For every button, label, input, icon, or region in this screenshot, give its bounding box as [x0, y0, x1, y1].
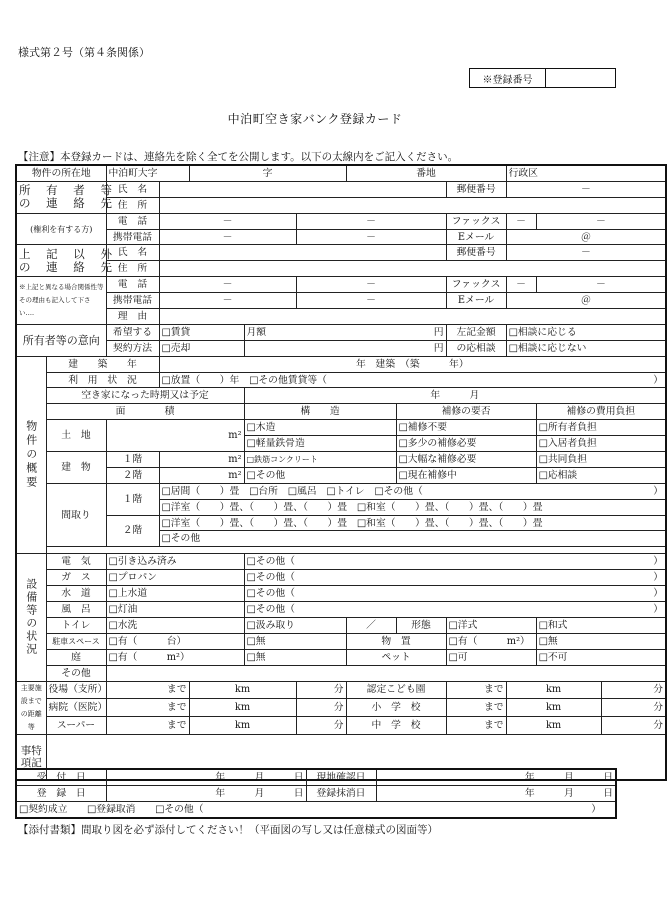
deletion-date-label: 登録抹消日 — [306, 785, 376, 801]
registration-form-table — [15, 164, 667, 781]
garden-no[interactable]: □無 — [244, 649, 346, 665]
property-vacant-label: 空き家になった時期又は予定 — [46, 388, 244, 404]
other-postal-label: 郵便番号 — [446, 245, 506, 261]
structure-other[interactable]: □その他 — [244, 467, 396, 483]
dist-office-min[interactable]: 分 — [296, 681, 346, 699]
owner-email-field[interactable]: ＠ — [506, 229, 666, 245]
dist-elem-min[interactable]: 分 — [601, 699, 666, 717]
other-tel-label: 電 話 — [106, 277, 159, 293]
other-contact-label: 上 記 以 外 の 連 絡 先 — [16, 245, 106, 277]
other-reason-label: 理 由 — [106, 309, 159, 325]
property-spacer — [46, 547, 666, 554]
other-postal-field[interactable]: － — [506, 245, 666, 261]
intent-rent-checkbox[interactable]: □賃貸 — [159, 324, 244, 340]
layout-floor2-label: ２階 — [106, 515, 159, 547]
other-fax-1[interactable]: － — [506, 277, 536, 293]
parking-no[interactable]: □無 — [244, 633, 346, 649]
dist-super-km[interactable]: km — [189, 716, 296, 734]
elec-connected[interactable]: □引き込み済み — [106, 554, 244, 570]
other-note: ※上記と異なる場合関係性等その理由も記入して下さい…. — [16, 277, 106, 325]
property-label: 物件の概要 — [16, 356, 46, 554]
owner-tel-2[interactable]: － — [296, 213, 446, 229]
repair-in-progress[interactable]: □現在補修中 — [396, 467, 536, 483]
garden-yes[interactable]: □有（ m²） — [106, 649, 244, 665]
structure-header: 構 造 — [244, 404, 396, 420]
location-district[interactable]: 行政区 — [506, 165, 666, 181]
other-tel-1[interactable]: － — [159, 277, 296, 293]
registered-date-field[interactable]: 年 月 日 — [106, 785, 306, 801]
other-email-field[interactable]: ＠ — [506, 293, 666, 309]
toilet-slash: ／ — [346, 617, 396, 633]
building-label: 建 物 — [46, 452, 106, 484]
building-floor2-area[interactable]: m² — [159, 467, 244, 483]
building-floor2-label: ２階 — [106, 467, 159, 483]
owner-name-field[interactable] — [159, 181, 446, 197]
repair-major[interactable]: □大幅な補修必要 — [396, 452, 536, 468]
gas-propane[interactable]: □プロパン — [106, 570, 244, 586]
repair-cost-header: 補修の費用負担 — [536, 404, 666, 420]
water-label: 水 道 — [46, 586, 106, 602]
owner-fax-2[interactable]: － — [536, 213, 666, 229]
owner-postal-label: 郵便番号 — [446, 181, 506, 197]
dist-elem-made: まで — [446, 699, 506, 717]
equip-etc-field[interactable] — [106, 665, 666, 681]
gas-other[interactable]: □その他（ ） — [244, 570, 666, 586]
page-title: 中泊町空き家バンク登録カード — [227, 112, 403, 126]
status-field[interactable]: □契約成立 □登録取消 □その他（ ） — [16, 801, 616, 817]
special-notes-label: 事特項記 — [16, 734, 46, 780]
structure-light-steel[interactable]: □軽量鉄骨造 — [244, 436, 396, 452]
registered-date-label: 登 録 日 — [16, 785, 106, 801]
location-label: 物件の所在地 — [16, 165, 106, 181]
area-header: 面 積 — [46, 404, 244, 420]
owner-mobile-2[interactable]: － — [296, 229, 446, 245]
dist-super-label: スーパー — [46, 716, 106, 734]
toilet-japanese[interactable]: □和式 — [536, 617, 666, 633]
dist-elem-label: 小 学 校 — [346, 699, 446, 717]
owner-mobile-1[interactable]: － — [159, 229, 296, 245]
cost-owner[interactable]: □所有者負担 — [536, 420, 666, 436]
layout-label: 間取り — [46, 483, 106, 547]
dist-kids-min[interactable]: 分 — [601, 681, 666, 699]
location-aza[interactable]: 字 — [189, 165, 346, 181]
dist-junior-min[interactable]: 分 — [601, 716, 666, 734]
registration-number-label: ※登録番号 — [470, 69, 546, 87]
other-name-field[interactable] — [159, 245, 446, 261]
dist-kids-made: まで — [446, 681, 506, 699]
location-row — [16, 165, 666, 181]
garden-label: 庭 — [46, 649, 106, 665]
other-address-field[interactable] — [159, 261, 666, 277]
other-reason-field[interactable] — [159, 309, 666, 325]
storage-label: 物 置 — [346, 633, 446, 649]
layout-floor1-label: １階 — [106, 483, 159, 515]
dist-hospital-label: 病院（医院） — [46, 699, 106, 717]
intent-sell-checkbox[interactable]: □売却 — [159, 340, 244, 356]
parking-yes[interactable]: □有（ 台） — [106, 633, 244, 649]
intent-amount-label-1: 左記金額 — [446, 324, 506, 340]
building-floor1-label: １階 — [106, 452, 159, 468]
distance-label: 主要施設までの距離等 — [16, 681, 46, 734]
intent-method-label: 契約方法 — [106, 340, 159, 356]
other-mobile-1[interactable]: － — [159, 293, 296, 309]
repair-header: 補修の要否 — [396, 404, 536, 420]
dist-kids-label: 認定こども園 — [346, 681, 446, 699]
toilet-western[interactable]: □洋式 — [446, 617, 536, 633]
location-banchi[interactable]: 番地 — [346, 165, 506, 181]
other-fax-2[interactable]: － — [536, 277, 666, 293]
admin-table — [15, 768, 617, 819]
other-tel-2[interactable]: － — [296, 277, 446, 293]
intent-sell-field[interactable]: 円 — [244, 340, 446, 356]
owner-tel-1[interactable]: － — [159, 213, 296, 229]
structure-rc[interactable]: □鉄筋コンクリート — [244, 452, 396, 468]
dist-junior-label: 中 学 校 — [346, 716, 446, 734]
structure-wood[interactable]: □木造 — [244, 420, 396, 436]
property-built-label: 建 築 年 — [46, 356, 159, 372]
registration-number-field[interactable] — [546, 69, 615, 87]
storage-yes[interactable]: □有（ m²） — [446, 633, 536, 649]
equip-etc-label: その他 — [46, 665, 106, 681]
dist-super-made: まで — [106, 716, 189, 734]
received-date-label: 受 付 日 — [16, 769, 106, 785]
deletion-date-field[interactable]: 年 月 日 — [376, 785, 616, 801]
layout-floor2-line1[interactable]: □洋室（ ）畳、（ ）畳、（ ）畳 □和室（ ）畳、（ ）畳、（ ）畳 — [159, 515, 666, 531]
water-other[interactable]: □その他（ ） — [244, 586, 666, 602]
bath-kerosene[interactable]: □灯油 — [106, 602, 244, 618]
property-use-label: 利 用 状 況 — [46, 372, 159, 388]
layout-floor2-line2[interactable]: □その他 — [159, 531, 666, 547]
pet-label: ペット — [346, 649, 446, 665]
land-label: 土 地 — [46, 420, 106, 452]
intent-amount-label-2: の応相談 — [446, 340, 506, 356]
other-email-label: Eメール — [446, 293, 506, 309]
registration-number-box — [469, 68, 616, 88]
equipment-label: 設備等の状況 — [16, 554, 46, 681]
property-built-field[interactable]: 年 建築 （築 年） — [159, 356, 666, 372]
attachment-note: 【添付書類】間取り図を必ず添付してください！（平面図の写し又は任意様式の図面等） — [18, 824, 438, 836]
dist-hospital-made: まで — [106, 699, 189, 717]
intent-monthly-field[interactable]: 月額 円 — [244, 324, 446, 340]
dist-hospital-km[interactable]: km — [189, 699, 296, 717]
form-number: 様式第２号（第４条関係） — [18, 46, 150, 59]
other-name-label: 氏 名 — [106, 245, 159, 261]
pet-not-allowed[interactable]: □不可 — [536, 649, 666, 665]
toilet-shape-label: 形態 — [396, 617, 446, 633]
cost-shared[interactable]: □共同負担 — [536, 452, 666, 468]
elec-other[interactable]: □その他（ ） — [244, 554, 666, 570]
parking-label: 駐車スペース — [46, 633, 106, 649]
owner-postal-field[interactable]: － — [506, 181, 666, 197]
gas-label: ガ ス — [46, 570, 106, 586]
cost-tenant[interactable]: □入居者負担 — [536, 436, 666, 452]
owner-mobile-label: 携帯電話 — [106, 229, 159, 245]
other-mobile-label: 携帯電話 — [106, 293, 159, 309]
owner-name-label: 氏 名 — [106, 181, 159, 197]
dist-office-made: まで — [106, 681, 189, 699]
dist-kids-km[interactable]: km — [506, 681, 601, 699]
elec-label: 電 気 — [46, 554, 106, 570]
dist-super-min[interactable]: 分 — [296, 716, 346, 734]
repair-some[interactable]: □多少の補修必要 — [396, 436, 536, 452]
owner-note: (権利を有する方) — [16, 213, 106, 245]
dist-office-label: 役場（支所） — [46, 681, 106, 699]
location-town[interactable]: 中泊町大字 — [106, 165, 189, 181]
property-vacant-field[interactable]: 年 月 — [244, 388, 666, 404]
toilet-pit[interactable]: □汲み取り — [244, 617, 346, 633]
owner-fax-1[interactable]: － — [506, 213, 536, 229]
pet-allowed[interactable]: □可 — [446, 649, 536, 665]
owner-email-label: Eメール — [446, 229, 506, 245]
site-check-date-label: 現地確認日 — [306, 769, 376, 785]
bath-label: 風 呂 — [46, 602, 106, 618]
dist-elem-km[interactable]: km — [506, 699, 601, 717]
other-mobile-2[interactable]: － — [296, 293, 446, 309]
toilet-label: トイレ — [46, 617, 106, 633]
other-fax-label: ファックス — [446, 277, 506, 293]
intent-label: 所有者等の意向 — [16, 324, 106, 356]
owner-label: 所 有 者 等 の 連 絡 先 — [16, 181, 106, 213]
dist-hospital-min[interactable]: 分 — [296, 699, 346, 717]
layout-floor1-line2[interactable]: □洋室（ ）畳、（ ）畳、（ ）畳 □和室（ ）畳、（ ）畳、（ ）畳 — [159, 499, 666, 515]
owner-address-field[interactable] — [159, 197, 666, 213]
cost-negotiable[interactable]: □応相談 — [536, 467, 666, 483]
received-date-field[interactable]: 年 月 日 — [106, 769, 306, 785]
site-check-date-field[interactable]: 年 月 日 — [376, 769, 616, 785]
water-city[interactable]: □上水道 — [106, 586, 244, 602]
intent-consult-no[interactable]: □相談に応じない — [506, 340, 666, 356]
dist-junior-km[interactable]: km — [506, 716, 601, 734]
other-address-label: 住 所 — [106, 261, 159, 277]
repair-none[interactable]: □補修不要 — [396, 420, 536, 436]
storage-no[interactable]: □無 — [536, 633, 666, 649]
dist-junior-made: まで — [446, 716, 506, 734]
layout-floor1-line1[interactable]: □居間（ ）畳 □台所 □風呂 □トイレ □その他（ ） — [159, 483, 666, 499]
toilet-flush[interactable]: □水洗 — [106, 617, 244, 633]
building-floor1-area[interactable]: m² — [159, 452, 244, 468]
intent-consult-yes[interactable]: □相談に応じる — [506, 324, 666, 340]
owner-fax-label: ファックス — [446, 213, 506, 229]
intent-wish-label: 希望する — [106, 324, 159, 340]
bath-other[interactable]: □その他（ ） — [244, 602, 666, 618]
owner-tel-label: 電 話 — [106, 213, 159, 229]
property-use-field[interactable]: □放置（ ）年 □その他賃貸等（ ） — [159, 372, 666, 388]
owner-address-label: 住 所 — [106, 197, 159, 213]
notice-text: 【注意】本登録カードは、連絡先を除く全てを公開します。以下の太線内をご記入ください。 — [18, 151, 459, 163]
land-area-field[interactable]: m² — [106, 420, 244, 452]
dist-office-km[interactable]: km — [189, 681, 296, 699]
